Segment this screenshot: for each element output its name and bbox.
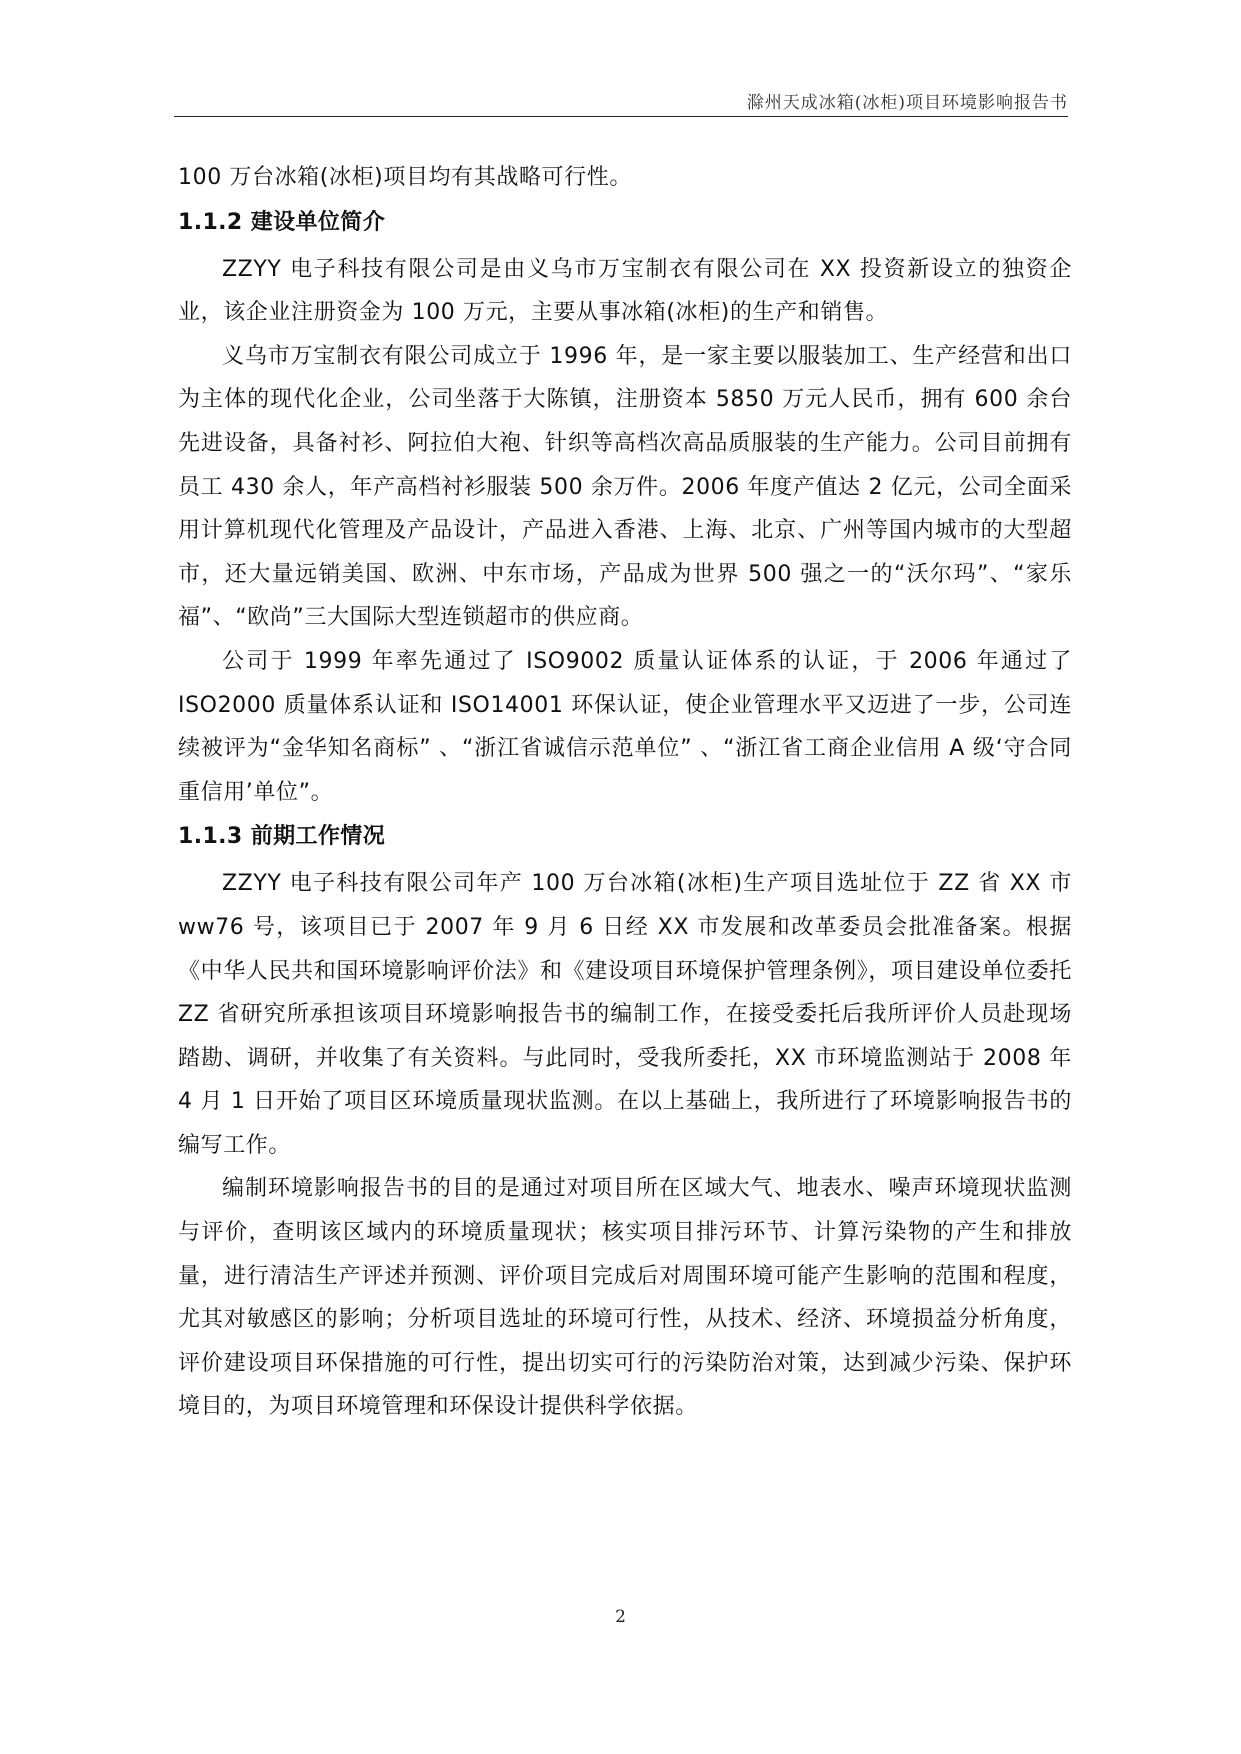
page-body bbox=[178, 156, 1072, 1429]
section-heading-1-1-3: 1.1.3 前期工作情况 bbox=[178, 824, 386, 850]
page-number: 2 bbox=[615, 1607, 626, 1627]
continuation-paragraph: 100 万台冰箱(冰柜)项目均有其战略可行性。 bbox=[178, 165, 632, 190]
paragraph: 编制环境影响报告书的目的是通过对项目所在区域大气、地表水、噪声环境现状监测与评价，查明该区域内的环境质量现状；核实项目排污环节、计算污染物的产生和排放量，进行清洁生产评述并预测、评价项目完成后对周围环境可能产生影响的范围和程度，尤其对敏感区的影响；分析项目选址的环境可行性，从技术、经济、环境损益分析角度，评价建设项目环保措施的可行性，提出切实可行的污染防治对策，达到减少污染、保护环境目的，为项目环境管理和环保设计提供科学依据。 bbox=[178, 1176, 1072, 1420]
paragraph: ZZYY 电子科技有限公司是由义乌市万宝制衣有限公司在 XX 投资新设立的独资企业，该企业注册资金为 100 万元，主要从事冰箱(冰柜)的生产和销售。 bbox=[178, 256, 1072, 326]
paragraph: ZZYY 电子科技有限公司年产 100 万台冰箱(冰柜)生产项目选址位于 ZZ 省 XX 市 ww76 号，该项目已于 2007 年 9 月 6 日经 XX 市发展和改革委员会批准备案。根据《中华人民共和国环境影响评价法》和《建设项目环境保护管理条例》，项目建设单位委托 ZZ 省研究所承担该项目环境影响报告书的编制工作，在接受委托后我所评价人员赴现场踏勘、调研，并收集了有关资料。与此同时，受我所委托，XX 市环境监测站于 2008 年 4 月 1 日开始了项目区环境质量现状监测。在以上基础上，我所进行了环境影响报告书的编写工作。 bbox=[178, 871, 1072, 1158]
paragraph: 公司于 1999 年率先通过了 ISO9002 质量认证体系的认证，于 2006 年通过了 ISO2000 质量体系认证和 ISO14001 环保认证，使企业管理水平又迈进了一步，公司连续被评为“金华知名商标” 、“浙江省诚信示范单位” 、“浙江省工商企业信用 A 级‘守合同重信用’单位”。 bbox=[178, 648, 1072, 805]
header-divider bbox=[174, 116, 1068, 117]
paragraph: 义乌市万宝制衣有限公司成立于 1996 年，是一家主要以服装加工、生产经营和出口为主体的现代化企业，公司坐落于大陈镇，注册资本 5850 万元人民币，拥有 600 余台先进设备，具备衬衫、阿拉伯大袍、针织等高档次高品质服装的生产能力。公司目前拥有员工 430 余人，年产高档衬衫服装 500 余万件。2006 年度产值达 2 亿元，公司全面采用计算机现代化管理及产品设计，产品进入香港、上海、北京、广州等国内城市的大型超市，还大量远销美国、欧洲、中东市场，产品成为世界 500 强之一的“沃尔玛”、“家乐福”、“欧尚”三大国际大型连锁超市的供应商。 bbox=[178, 343, 1072, 631]
running-header: 滁州天成冰箱(冰柜)项目环境影响报告书 bbox=[746, 93, 1068, 113]
section-heading-1-1-2: 1.1.2 建设单位简介 bbox=[178, 209, 386, 235]
